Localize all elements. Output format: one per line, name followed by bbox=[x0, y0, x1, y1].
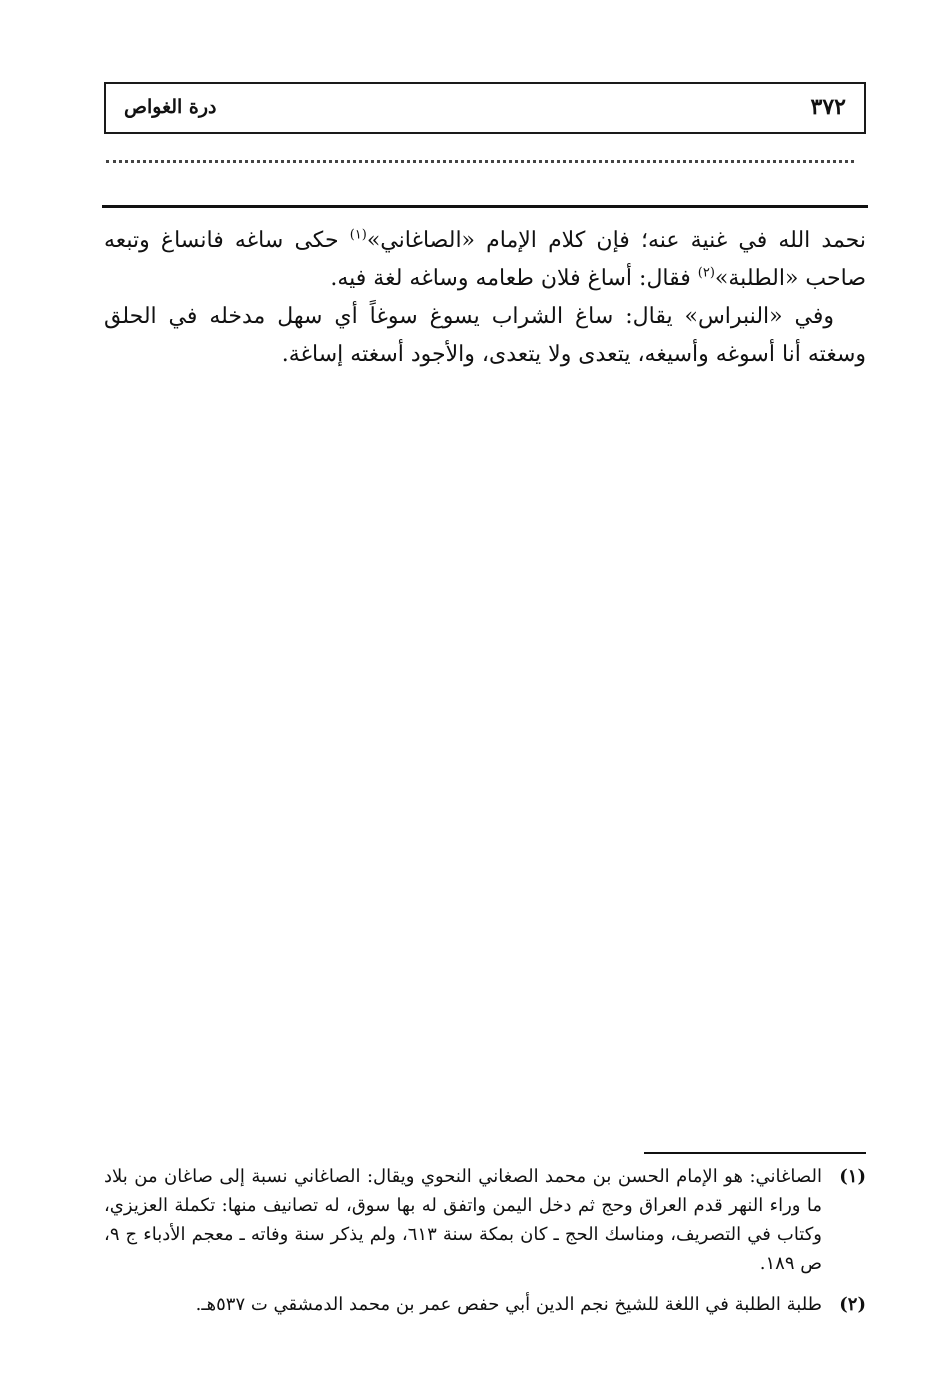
running-header bbox=[104, 82, 866, 134]
footnote-2 bbox=[104, 1290, 866, 1319]
footnote-2-text: طلبة الطلبة في اللغة للشيخ نجم الدين أبي حفص عمر بن محمد الدمشقي ت ٥٣٧هـ. bbox=[195, 1294, 822, 1315]
footnote-1 bbox=[104, 1162, 866, 1278]
paragraph-2: وفي «النبراس» يقال: ساغ الشراب يسوغ سوغاً أي سهل مدخله في الحلق وسغته أنا أسوغه وأسيغه، يتعدى ولا يتعدى، والأجود أسغته إساغة. bbox=[104, 304, 866, 367]
running-title: درة الغواص bbox=[124, 96, 217, 118]
page-number: ٣٧٢ bbox=[810, 94, 846, 120]
footnote-1-text: الصاغاني: هو الإمام الحسن بن محمد الصغاني النحوي ويقال: الصاغاني نسبة إلى صاغان من بلاد ما وراء النهر قدم العراق وحج ثم دخل اليمن واتفق له بها سوق، له تصانيف منها: تكملة العزيزي، وكتاب في التصريف، ومناسك الحج ـ كان بمكة سنة ٦١٣، ولم يذكر سنة وفاته ـ معجم الأدباء ج ٩، ص ١٨٩. bbox=[104, 1166, 822, 1274]
footnote-2-mark: (٢) bbox=[839, 1294, 866, 1315]
footnote-ref-1[interactable]: (١) bbox=[349, 227, 367, 243]
paragraph-1-part-a: نحمد الله في غنية عنه؛ فإن كلام الإمام «الصاغاني» bbox=[366, 228, 866, 253]
dotted-divider bbox=[106, 160, 854, 163]
text-top-rule bbox=[102, 205, 868, 208]
paragraph-1-part-b: حكى ساغه فانساغ وتبعه صاحب «الطلبة» bbox=[104, 228, 866, 291]
footnotes-section bbox=[104, 1162, 866, 1319]
main-text bbox=[104, 222, 866, 374]
footnote-ref-2[interactable]: (٢) bbox=[697, 265, 715, 281]
paragraph-1 bbox=[104, 222, 866, 298]
footnote-separator bbox=[644, 1152, 866, 1154]
footnote-1-mark: (١) bbox=[839, 1166, 866, 1187]
paragraph-1-part-c: فقال: أساغ فلان طعامه وساغه لغة فيه. bbox=[330, 266, 698, 291]
